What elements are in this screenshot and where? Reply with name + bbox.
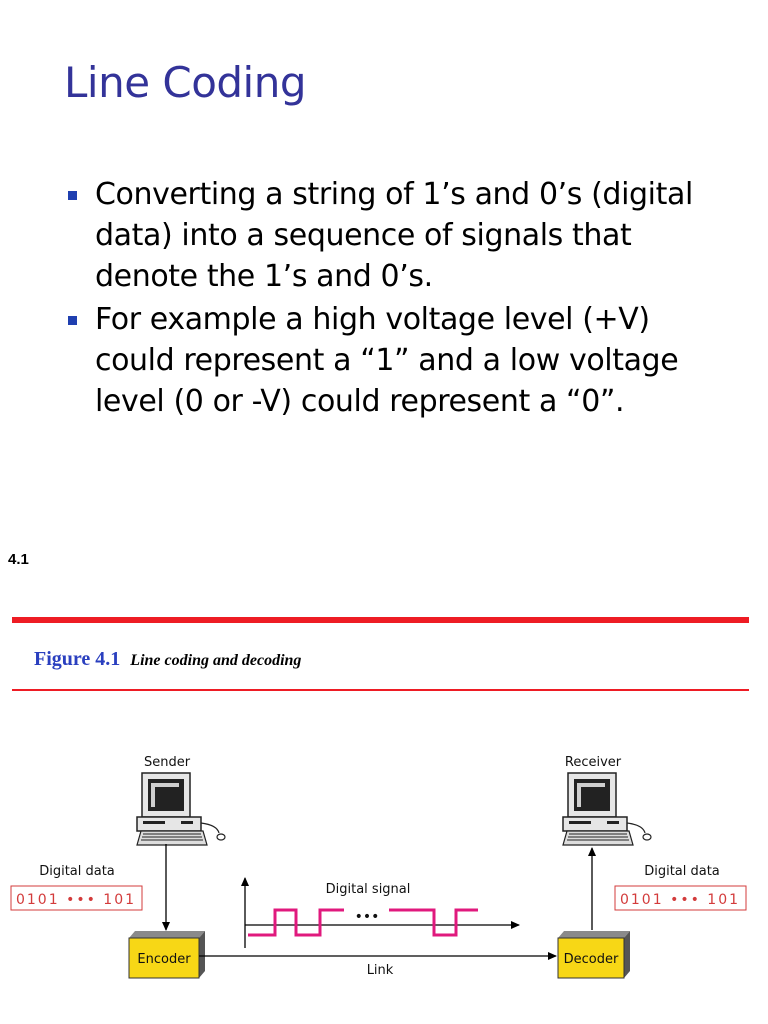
decoder-label: Decoder (563, 952, 619, 967)
bits-left: 0101 ••• 101 (15, 892, 137, 908)
link-label: Link (366, 963, 394, 978)
figure-top-rule (12, 617, 749, 623)
slide-title: Line Coding (64, 58, 307, 107)
bullet-list (66, 174, 726, 424)
bits-right: 0101 ••• 101 (619, 892, 741, 908)
square-bullet-icon (68, 316, 77, 325)
page-number: 4.1 (8, 551, 29, 568)
digital-data-label-right: Digital data (644, 864, 720, 879)
desktop-computer-icon (563, 773, 651, 845)
desktop-computer-icon (137, 773, 225, 845)
digital-data-label-left: Digital data (39, 864, 115, 879)
encoder-label: Encoder (137, 952, 191, 967)
figure-caption (34, 648, 301, 671)
bullet-text: For example a high voltage level (+V) could represent a “1” and a low voltage level (0 or -V) could represent a “0”. (95, 302, 679, 419)
sender-label: Sender (143, 755, 191, 770)
figure-description: Line coding and decoding (130, 652, 302, 669)
figure-bottom-rule (12, 689, 749, 691)
digital-signal-wave-right (389, 910, 478, 935)
bullet-text: Converting a string of 1’s and 0’s (digital data) into a sequence of signals that denote the 1’s and 0’s. (95, 177, 693, 294)
bullet-item (66, 174, 726, 297)
digital-signal-wave-left (248, 910, 344, 935)
figure-number: Figure 4.1 (34, 648, 121, 670)
square-bullet-icon (68, 191, 77, 200)
receiver-label: Receiver (564, 755, 622, 770)
digital-signal-label: Digital signal (325, 882, 411, 897)
signal-ellipsis: ••• (354, 909, 380, 925)
line-coding-diagram (0, 740, 768, 1024)
bullet-item (66, 299, 726, 422)
